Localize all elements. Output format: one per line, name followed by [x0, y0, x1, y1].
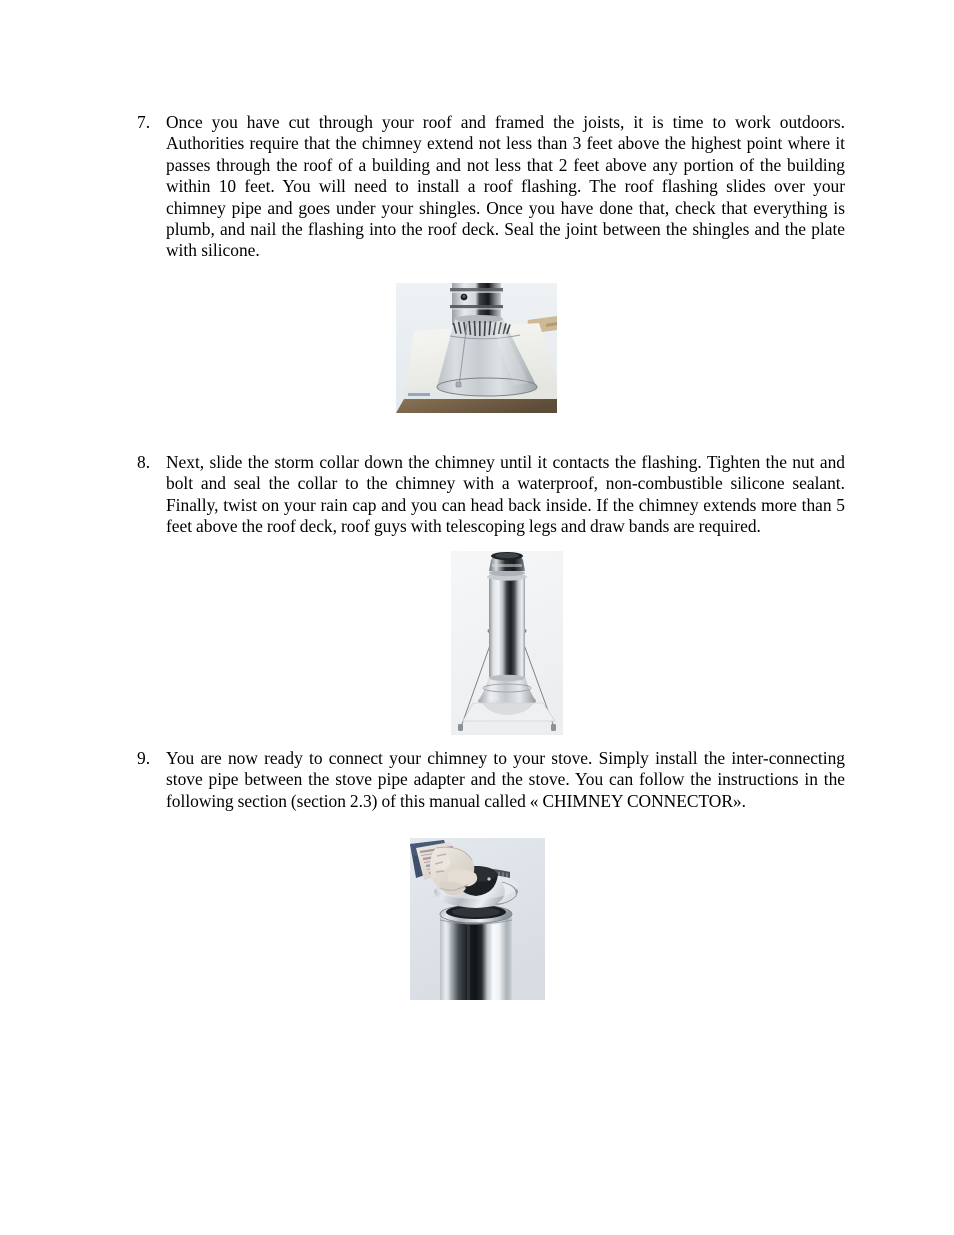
- figure-install-rain-cap: [410, 838, 545, 1000]
- list-item-text: Next, slide the storm collar down the chimney until it contacts the flashing. Tighten the nut and bolt and seal the collar to the chimney with a waterproof, non-combustible silicone sealant. Finally, twist on your rain cap and you can head back inside. If the chimney extends more than 5 feet above the roof deck, roof guys with telescoping legs and draw bands are required.: [166, 452, 845, 537]
- list-item-text: You are now ready to connect your chimney to your stove. Simply install the inter-connecting stove pipe between the stove pipe adapter and the stove. You can follow the instructions in the following section (section 2.3) of this manual called « CHIMNEY CONNECTOR».: [166, 748, 845, 811]
- list-item: [137, 112, 845, 262]
- list-item: [137, 748, 845, 812]
- figure-roof-flashing: [396, 283, 557, 413]
- list-item-text: Once you have cut through your roof and framed the joists, it is time to work outdoors. Authorities require that the chimney extend not less than 3 feet above the highest point where it passes through the roof of a building and not less that 2 feet above any portion of the building within 10 feet. You will need to install a roof flashing. The roof flashing slides over your chimney pipe and goes under your shingles. Once you have done that, check that everything is plumb, and nail the flashing into the roof deck. Seal the joint between the shingles and the plate with silicone.: [166, 112, 845, 261]
- install-rain-cap-photo: [410, 838, 545, 1000]
- chimney-roof-guys-photo: [451, 551, 563, 735]
- figure-chimney-roof-guys: [451, 551, 563, 735]
- list-item: [137, 452, 845, 538]
- list-item-number: 7.: [137, 112, 151, 132]
- list-item-number: 9.: [137, 748, 151, 768]
- list-item-number: 8.: [137, 452, 151, 472]
- roof-flashing-photo: [396, 283, 557, 413]
